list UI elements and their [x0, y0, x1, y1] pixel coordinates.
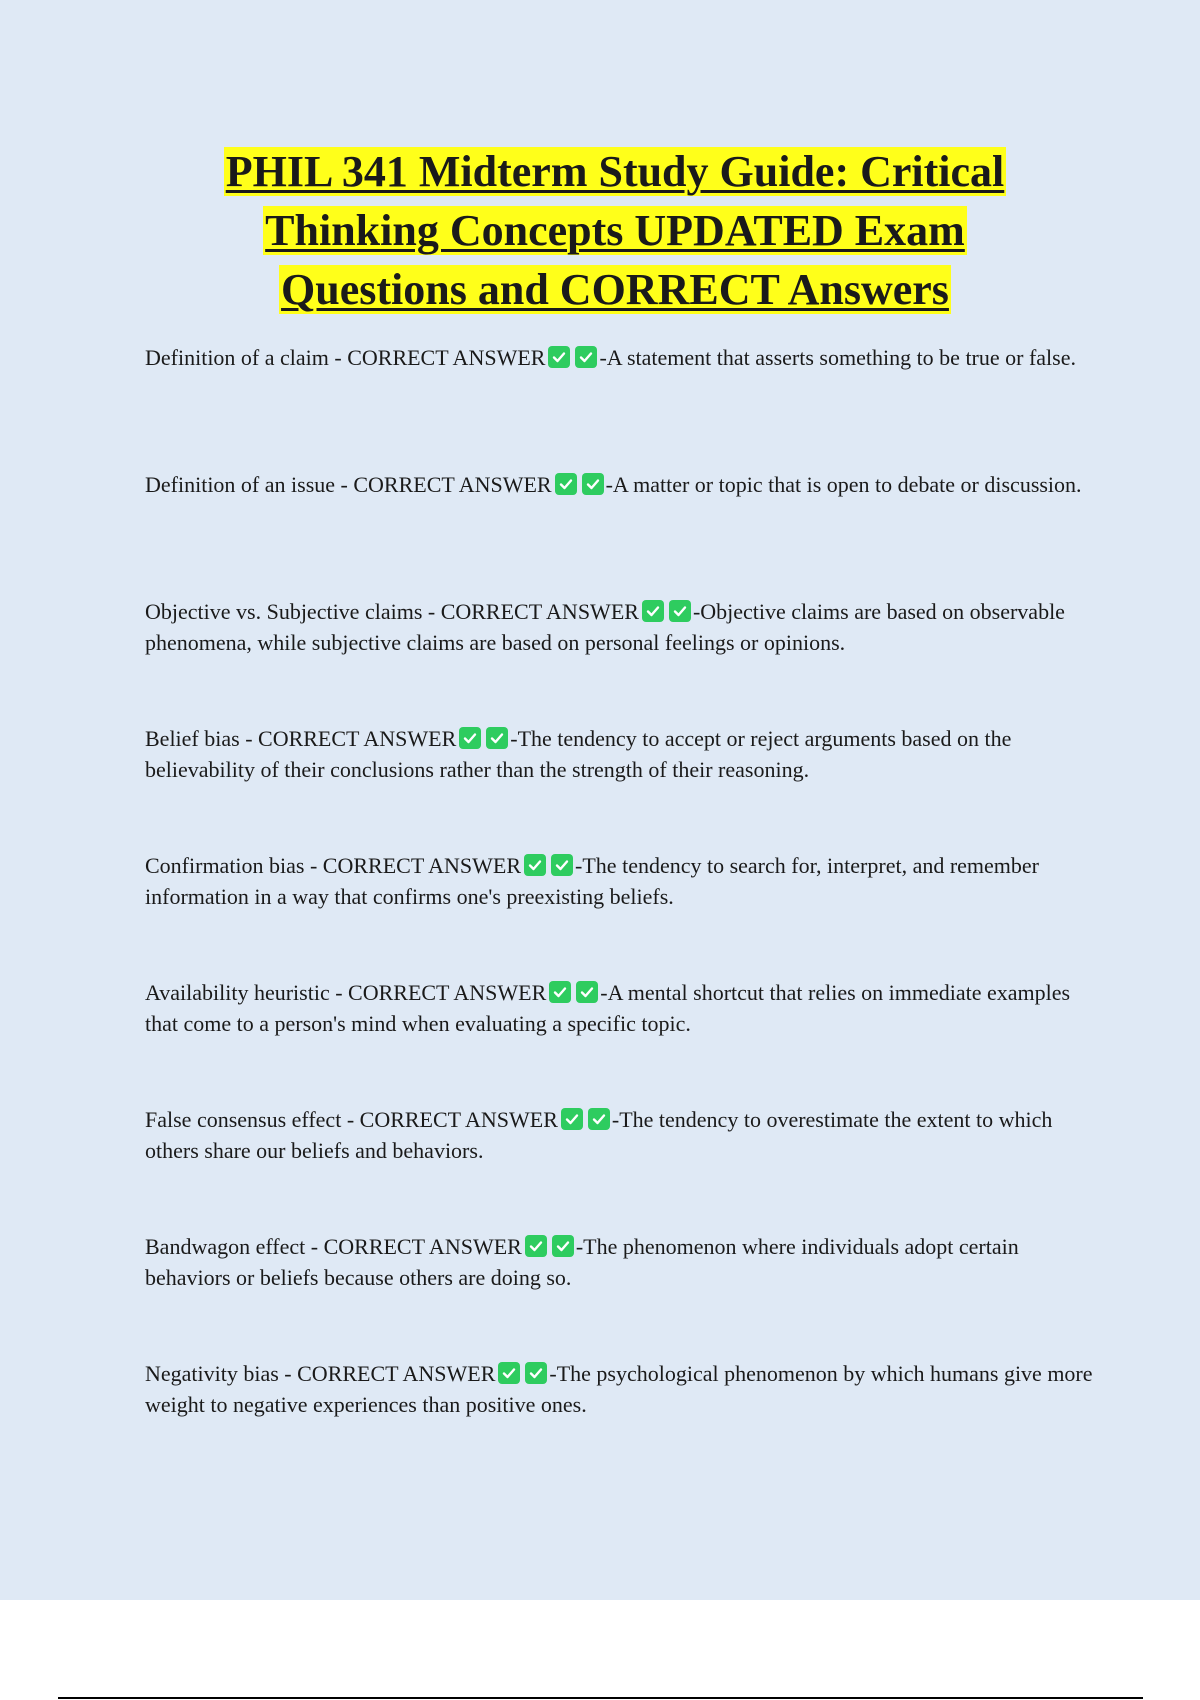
qa-term: Negativity bias - CORRECT ANSWER: [145, 1361, 496, 1386]
qa-item: [145, 469, 1095, 596]
qa-answer: -Objective claims are based on observable phenomena, while subjective claims are based on personal feelings or opinions.: [145, 599, 1065, 655]
check-mark-icon: [575, 346, 597, 368]
qa-term: Availability heuristic - CORRECT ANSWER: [145, 980, 547, 1005]
check-mark-icon: [486, 727, 508, 749]
title-line: PHIL 341 Midterm Study Guide: Critical: [225, 147, 1005, 196]
qa-term: Objective vs. Subjective claims - CORRECT ANSWER: [145, 599, 639, 624]
check-mark-icon: [551, 854, 573, 876]
check-mark-icon: [588, 1108, 610, 1130]
check-mark-icon: [555, 473, 577, 495]
qa-item: [145, 596, 1095, 723]
qa-term: Bandwagon effect - CORRECT ANSWER: [145, 1234, 522, 1259]
qa-term: Belief bias - CORRECT ANSWER: [145, 726, 457, 751]
check-mark-icon: [576, 981, 598, 1003]
qa-item: [145, 1358, 1095, 1485]
check-mark-icon: [582, 473, 604, 495]
page-divider: [58, 1697, 1143, 1699]
qa-item: [145, 977, 1095, 1104]
check-mark-icon: [669, 600, 691, 622]
check-mark-icon: [498, 1362, 520, 1384]
qa-answer: -The tendency to search for, interpret, and remember information in a way that confirms one's preexisting beliefs.: [145, 853, 1040, 909]
check-mark-icon: [561, 1108, 583, 1130]
qa-answer: -A mental shortcut that relies on immediate examples that come to a person's mind when evaluating a specific topic.: [145, 980, 1071, 1036]
qa-item: [145, 723, 1095, 850]
qa-item: [145, 1104, 1095, 1231]
qa-answer: -The psychological phenomenon by which humans give more weight to negative experiences than positive ones.: [145, 1361, 1093, 1417]
qa-answer: -The phenomenon where individuals adopt certain behaviors or beliefs because others are doing so.: [145, 1234, 1019, 1290]
title-line: Questions and CORRECT Answers: [281, 265, 949, 314]
qa-answer: -The tendency to accept or reject arguments based on the believability of their conclusions rather than the strength of their reasoning.: [145, 726, 1012, 782]
qa-item: [145, 342, 1095, 469]
check-mark-icon: [525, 1235, 547, 1257]
qa-term: Definition of a claim - CORRECT ANSWER: [145, 345, 546, 370]
check-mark-icon: [459, 727, 481, 749]
qa-list: [145, 342, 1095, 1485]
check-mark-icon: [552, 1235, 574, 1257]
check-mark-icon: [548, 346, 570, 368]
check-mark-icon: [549, 981, 571, 1003]
qa-answer: -The tendency to overestimate the extent to which others share our beliefs and behaviors.: [145, 1107, 1053, 1163]
check-mark-icon: [525, 1362, 547, 1384]
qa-term: False consensus effect - CORRECT ANSWER: [145, 1107, 558, 1132]
document-title: [110, 142, 1120, 319]
qa-answer: -A matter or topic that is open to debate or discussion.: [605, 472, 1082, 497]
qa-item: [145, 1231, 1095, 1358]
check-mark-icon: [524, 854, 546, 876]
qa-answer: -A statement that asserts something to be true or false.: [599, 345, 1076, 370]
check-mark-icon: [642, 600, 664, 622]
qa-term: Confirmation bias - CORRECT ANSWER: [145, 853, 522, 878]
qa-term: Definition of an issue - CORRECT ANSWER: [145, 472, 552, 497]
qa-item: [145, 850, 1095, 977]
title-line: Thinking Concepts UPDATED Exam: [265, 206, 965, 255]
